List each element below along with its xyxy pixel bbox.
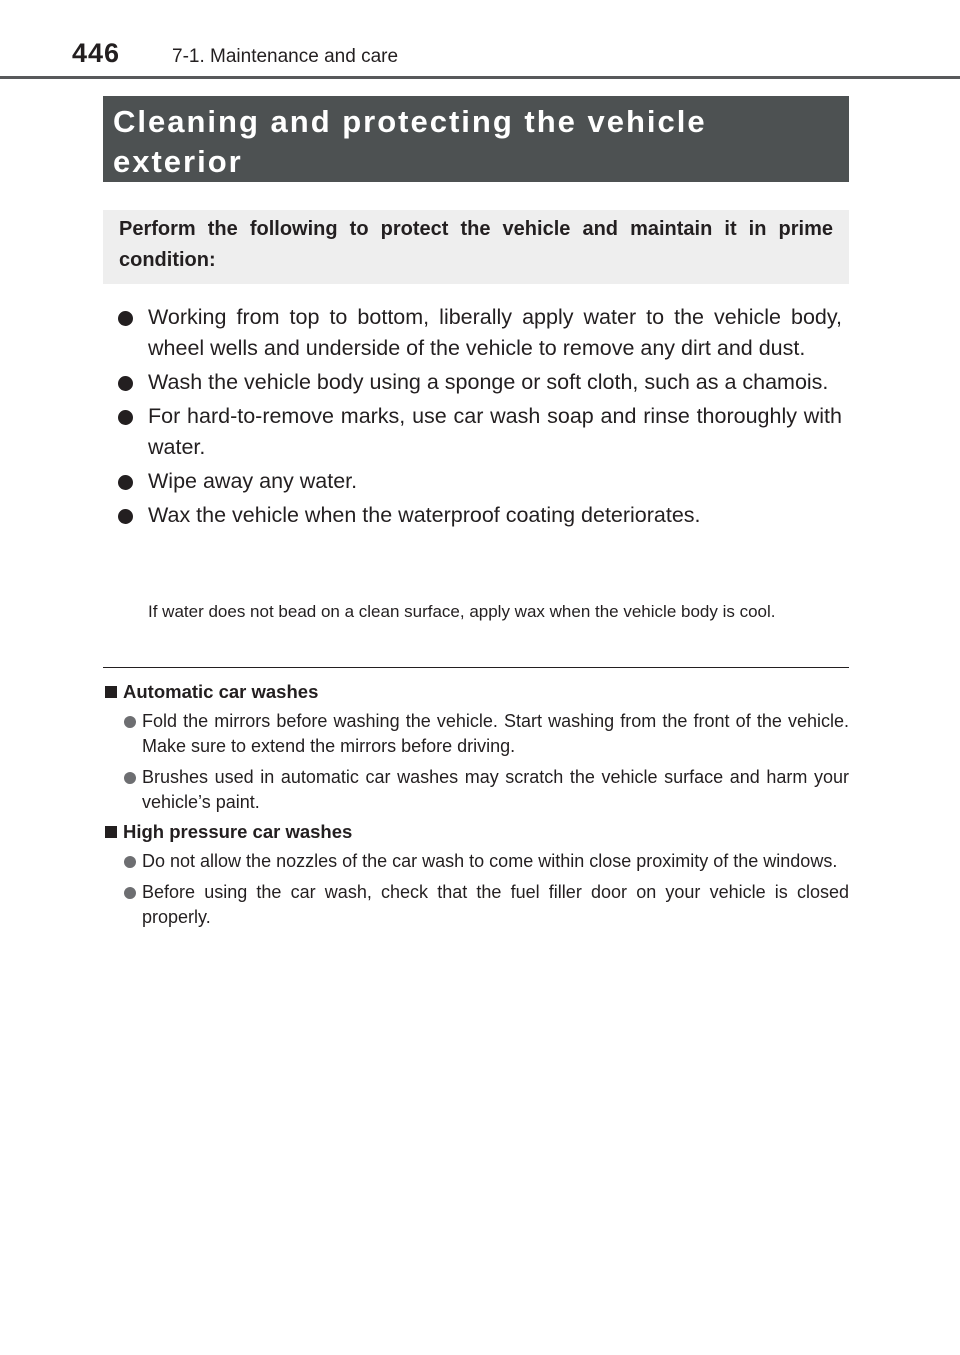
list-item: Fold the mirrors before washing the vehicle. Start washing from the front of the vehicle. Make sure to extend the mirrors before driving. <box>103 709 849 759</box>
section-title: 7-1. Maintenance and care <box>172 46 399 67</box>
intro-text: Perform the following to protect the vehicle and maintain it in prime condition: <box>103 210 849 284</box>
main-list <box>118 302 842 534</box>
bullet-icon <box>118 311 133 326</box>
sub-list <box>103 709 849 815</box>
list-item: Wash the vehicle body using a sponge or soft cloth, such as a chamois. <box>118 367 842 398</box>
header-rule <box>0 76 960 79</box>
page-number: 446 <box>72 38 121 68</box>
sub-list <box>103 849 849 930</box>
bullet-icon <box>124 772 136 784</box>
bullet-icon <box>124 856 136 868</box>
bullet-icon <box>118 475 133 490</box>
subsection-title: High pressure car washes <box>103 820 849 844</box>
subsection-title: Automatic car washes <box>103 680 849 704</box>
page-header <box>0 0 960 80</box>
automatic-car-washes-section <box>103 680 849 821</box>
bullet-icon <box>118 509 133 524</box>
list-item: For hard-to-remove marks, use car wash soap and rinse thoroughly with water. <box>118 401 842 463</box>
list-item: Do not allow the nozzles of the car wash to come within close proximity of the windows. <box>103 849 849 874</box>
square-bullet-icon <box>105 686 117 698</box>
page-title: Cleaning and protecting the vehicle exterior <box>103 96 849 182</box>
bullet-icon <box>124 887 136 899</box>
high-pressure-car-washes-section <box>103 820 849 936</box>
list-item: Before using the car wash, check that the fuel filler door on your vehicle is closed properly. <box>103 880 849 930</box>
list-item: Brushes used in automatic car washes may scratch the vehicle surface and harm your vehicle’s paint. <box>103 765 849 815</box>
list-item: Wipe away any water. <box>118 466 842 497</box>
list-item: Wax the vehicle when the waterproof coating deteriorates. <box>118 500 842 531</box>
list-item: Working from top to bottom, liberally apply water to the vehicle body, wheel wells and underside of the vehicle to remove any dirt and dust. <box>118 302 842 364</box>
bullet-icon <box>118 376 133 391</box>
bullet-icon <box>124 716 136 728</box>
wax-note: If water does not bead on a clean surface, apply wax when the vehicle body is cool. <box>148 602 776 621</box>
bullet-icon <box>118 410 133 425</box>
square-bullet-icon <box>105 826 117 838</box>
section-divider <box>103 667 849 668</box>
